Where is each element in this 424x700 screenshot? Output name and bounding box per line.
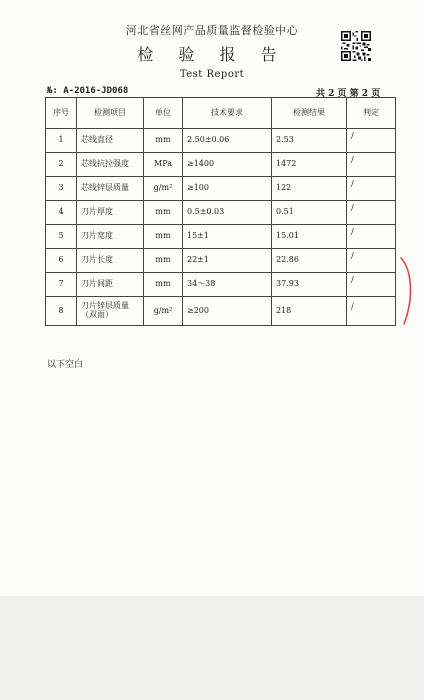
row-spec: ≥200	[183, 297, 272, 326]
row-spec: 15±1	[183, 225, 272, 249]
row-spec: 34～38	[183, 273, 272, 297]
row-judgement: /	[347, 273, 396, 297]
row-item: 刀片锌层质量（双面）	[77, 297, 144, 326]
results-table	[45, 97, 396, 326]
qr-code-icon	[341, 31, 371, 61]
row-item: 芯线抗拉强度	[77, 153, 144, 177]
row-spec: ≥100	[183, 177, 272, 201]
row-spec: 2.50±0.06	[183, 129, 272, 153]
row-no: 2	[46, 153, 77, 177]
table-row	[46, 249, 396, 273]
report-title: 检 验 报 告	[137, 45, 287, 64]
row-judgement: /	[347, 249, 396, 273]
header-no: 序号	[46, 98, 77, 129]
row-result: 15.01	[272, 225, 347, 249]
row-unit: mm	[144, 225, 183, 249]
row-item: 刀片间距	[77, 273, 144, 297]
row-item: 芯线直径	[77, 129, 144, 153]
row-judgement: /	[347, 225, 396, 249]
header-spec: 技术要求	[183, 98, 272, 129]
row-unit: g/m²	[144, 177, 183, 201]
row-spec: 22±1	[183, 249, 272, 273]
row-unit: mm	[144, 249, 183, 273]
row-result: 2.53	[272, 129, 347, 153]
report-subtitle: Test Report	[179, 69, 245, 80]
row-judgement: /	[347, 177, 396, 201]
row-no: 7	[46, 273, 77, 297]
row-no: 6	[46, 249, 77, 273]
row-item: 刀片长度	[77, 249, 144, 273]
row-no: 4	[46, 201, 77, 225]
row-unit: g/m²	[144, 297, 183, 326]
row-item: 刀片厚度	[77, 201, 144, 225]
row-spec: 0.5±0.03	[183, 201, 272, 225]
seal-stamp-edge	[398, 256, 418, 326]
table-row	[46, 297, 396, 326]
row-result: 22.86	[272, 249, 347, 273]
row-result: 1472	[272, 153, 347, 177]
header-item: 检测项目	[77, 98, 144, 129]
row-no: 5	[46, 225, 77, 249]
row-unit: mm	[144, 129, 183, 153]
table-row	[46, 129, 396, 153]
row-item: 刀片宽度	[77, 225, 144, 249]
organization-name: 河北省丝网产品质量监督检验中心	[125, 24, 299, 37]
table-row	[46, 225, 396, 249]
header-judgement: 判定	[347, 98, 396, 129]
header-result: 检测结果	[272, 98, 347, 129]
table-row	[46, 273, 396, 297]
header-unit: 单位	[144, 98, 183, 129]
row-result: 218	[272, 297, 347, 326]
row-judgement: /	[347, 201, 396, 225]
row-judgement: /	[347, 153, 396, 177]
table-row	[46, 153, 396, 177]
row-item: 芯线锌层质量	[77, 177, 144, 201]
row-no: 8	[46, 297, 77, 326]
table-row	[46, 201, 396, 225]
row-judgement: /	[347, 297, 396, 326]
row-result: 37.93	[272, 273, 347, 297]
row-result: 122	[272, 177, 347, 201]
row-unit: mm	[144, 201, 183, 225]
row-judgement: /	[347, 129, 396, 153]
row-spec: ≥1400	[183, 153, 272, 177]
row-result: 0.51	[272, 201, 347, 225]
table-header-row	[46, 98, 396, 129]
row-unit: mm	[144, 273, 183, 297]
table-row	[46, 177, 396, 201]
row-no: 3	[46, 177, 77, 201]
page-count: 共 2 页 第 2 页	[316, 89, 381, 99]
blank-below-note: 以下空白	[47, 360, 84, 370]
row-unit: MPa	[144, 153, 183, 177]
report-number: №: A-2016-JD068	[47, 86, 129, 96]
row-no: 1	[46, 129, 77, 153]
